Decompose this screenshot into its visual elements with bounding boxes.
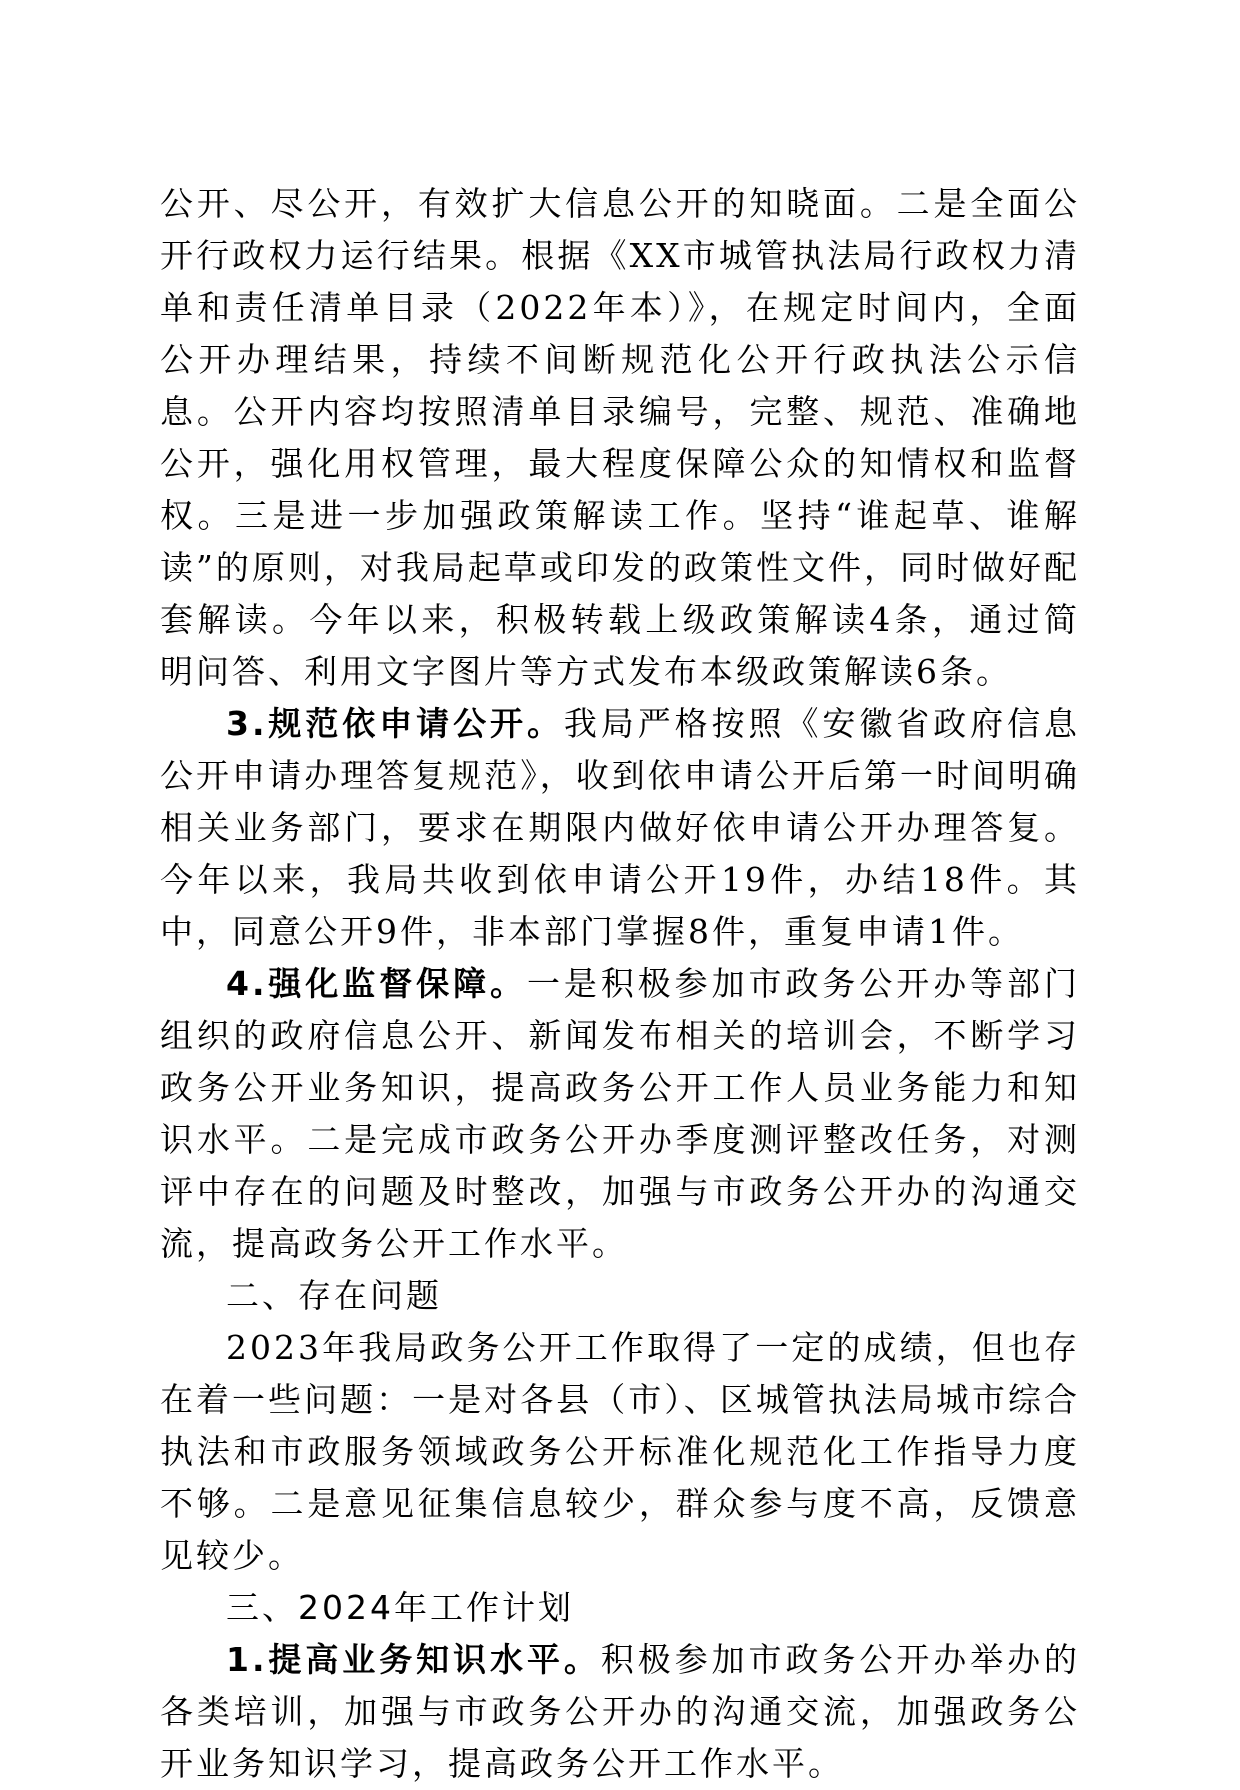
paragraph-problems: 2023年我局政务公开工作取得了一定的成绩，但也存在着一些问题：一是对各县（市）、区城管执法局城市综合执法和市政服务领域政务公开标准化规范化工作指导力度不够。二是意见征集信息较少，群众参与度不高，反馈意见较少。	[160, 1328, 1080, 1575]
document-page	[160, 178, 1080, 1790]
paragraph-lead: 4.强化监督保障。	[226, 964, 527, 1003]
paragraph-body: 积极参加市政务公开办举办的各类培训，加强与市政务公开办的沟通交流，加强政务公开业务知识学习，提高政务公开工作水平。	[160, 1640, 1081, 1783]
paragraph-continuation: 公开、尽公开，有效扩大信息公开的知晓面。二是全面公开行政权力运行结果。根据《XX市城管执法局行政权力清单和责任清单目录（2022年本）》，在规定时间内，全面公开办理结果，持续不间断规范化公开行政执法公示信息。公开内容均按照清单目录编号，完整、规范、准确地公开，强化用权管理，最大程度保障公众的知情权和监督权。三是进一步加强政策解读工作。坚持“谁起草、谁解读”的原则，对我局起草或印发的政策性文件，同时做好配套解读。今年以来，积极转载上级政策解读4条，通过简明问答、利用文字图片等方式发布本级政策解读6条。	[160, 184, 1080, 691]
section-heading-problems: 二、存在问题	[226, 1276, 442, 1315]
paragraph-apply-disclosure	[160, 698, 1080, 958]
paragraph-body: 一是积极参加市政务公开办等部门组织的政府信息公开、新闻发布相关的培训会，不断学习政务公开业务知识，提高政务公开工作人员业务能力和知识水平。二是完成市政务公开办季度测评整改任务，对测评中存在的问题及时整改，加强与市政务公开办的沟通交流，提高政务公开工作水平。	[160, 964, 1080, 1263]
paragraph-plan-1	[160, 1634, 1080, 1790]
paragraph-lead: 1.提高业务知识水平。	[226, 1640, 601, 1679]
paragraph-lead: 3.规范依申请公开。	[226, 704, 564, 743]
paragraph-supervision	[160, 958, 1080, 1270]
paragraph-body: 我局严格按照《安徽省政府信息公开申请办理答复规范》，收到依申请公开后第一时间明确相关业务部门，要求在期限内做好依申请公开办理答复。今年以来，我局共收到依申请公开19件，办结18件。其中，同意公开9件，非本部门掌握8件，重复申请1件。	[160, 704, 1081, 951]
section-heading-plan: 三、2024年工作计划	[226, 1588, 574, 1627]
